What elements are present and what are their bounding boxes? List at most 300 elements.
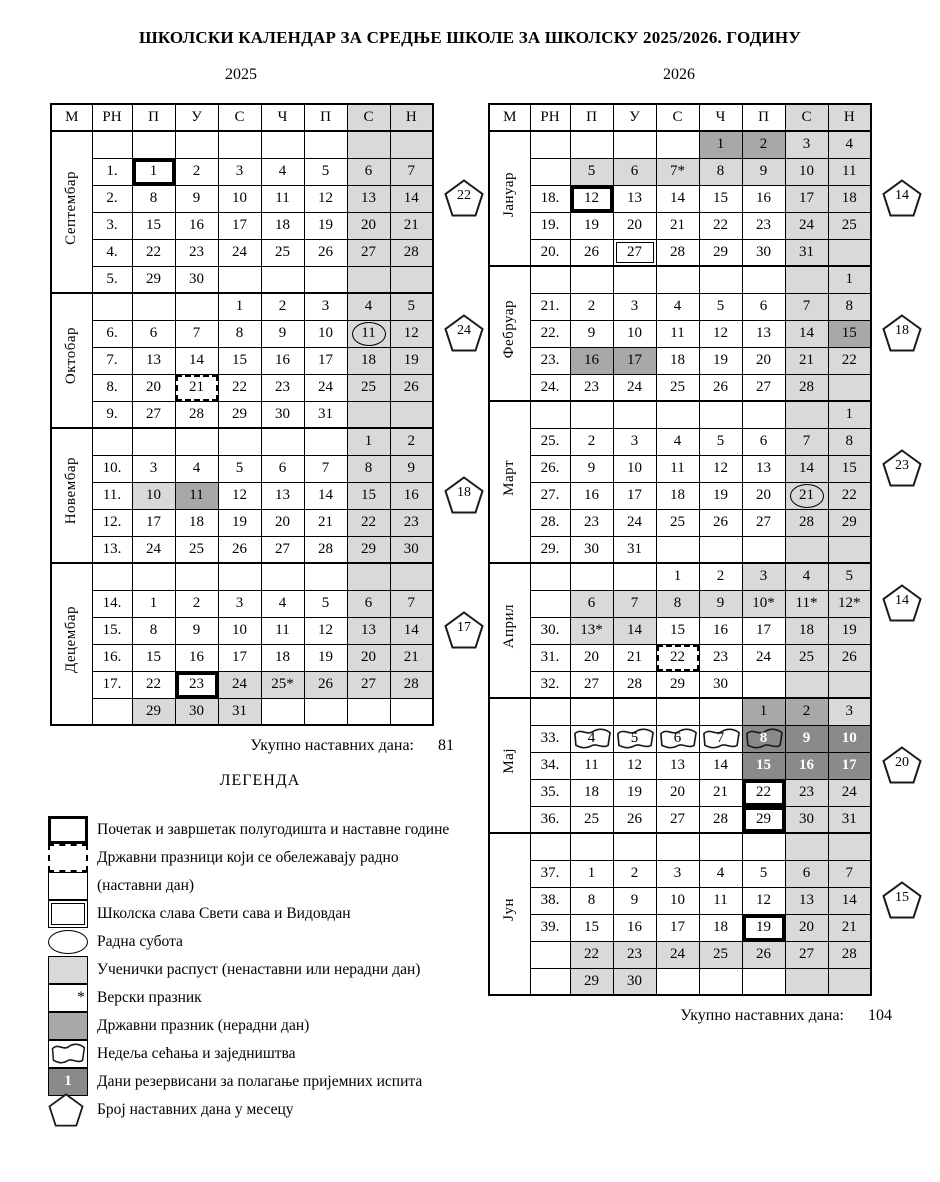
day-cell <box>613 698 656 725</box>
day-cell: 11 <box>828 158 871 185</box>
day-cell: 14 <box>175 347 218 374</box>
week-number <box>530 266 570 293</box>
month-name: Октобар <box>51 293 92 428</box>
week-number: 20. <box>530 239 570 266</box>
day-cell: 13 <box>347 185 390 212</box>
day-cell: 1 <box>347 428 390 455</box>
week-number <box>92 293 132 320</box>
day-cell: 26 <box>742 941 785 968</box>
day-cell: 17 <box>218 212 261 239</box>
legend-label: Ученички распуст (ненаставни или нерадни дан) <box>97 961 421 978</box>
day-cell: 22 <box>218 374 261 401</box>
day-cell: 30 <box>613 968 656 995</box>
day-cell <box>656 698 699 725</box>
week-number <box>530 833 570 860</box>
legend-item-working-saturday <box>48 928 472 956</box>
bold-box-swatch <box>48 816 88 844</box>
week-number: 24. <box>530 374 570 401</box>
day-cell <box>218 563 261 590</box>
header-cell: М <box>489 104 530 131</box>
legend-item-state-holiday <box>48 1012 472 1040</box>
teaching-days-badge <box>444 179 484 217</box>
total-label: Укупно наставних дана: <box>680 1007 844 1024</box>
day-cell: 13 <box>613 185 656 212</box>
day-cell: 15 <box>570 914 613 941</box>
day-cell: 21 <box>699 779 742 806</box>
week-number: 1. <box>92 158 132 185</box>
day-cell: 18 <box>261 644 304 671</box>
day-cell <box>175 131 218 158</box>
day-cell: 16 <box>785 752 828 779</box>
day-cell <box>347 563 390 590</box>
badge-number: 14 <box>895 187 909 203</box>
day-cell: 14 <box>656 185 699 212</box>
day-cell <box>828 671 871 698</box>
header-cell: П <box>304 104 347 131</box>
day-cell: 26 <box>570 239 613 266</box>
day-cell: 15 <box>132 644 175 671</box>
day-cell: 1 <box>742 698 785 725</box>
day-cell: 5 <box>828 563 871 590</box>
day-cell: 12 <box>699 320 742 347</box>
day-cell <box>390 698 433 725</box>
day-cell: 5 <box>304 590 347 617</box>
day-cell <box>132 563 175 590</box>
day-cell: 25 <box>175 536 218 563</box>
day-cell <box>570 266 613 293</box>
total-value: 81 <box>438 737 454 754</box>
day-cell: 2 <box>613 860 656 887</box>
day-cell: 8 <box>218 320 261 347</box>
day-cell: 26 <box>613 806 656 833</box>
day-cell: 19 <box>570 212 613 239</box>
day-cell: 6 <box>347 590 390 617</box>
week-number <box>530 401 570 428</box>
day-cell: 31 <box>613 536 656 563</box>
day-cell <box>785 266 828 293</box>
day-cell <box>304 698 347 725</box>
day-cell: 7* <box>656 158 699 185</box>
flag-icon <box>48 1040 88 1068</box>
day-cell: 9 <box>175 185 218 212</box>
week-number: 6. <box>92 320 132 347</box>
week-number: 2. <box>92 185 132 212</box>
day-cell: 16 <box>175 212 218 239</box>
day-cell <box>742 266 785 293</box>
day-cell: 24 <box>613 374 656 401</box>
day-cell <box>613 131 656 158</box>
day-cell <box>656 833 699 860</box>
day-cell: 26 <box>828 644 871 671</box>
teaching-days-badge <box>444 611 484 649</box>
calendar-group-2025 <box>50 66 510 755</box>
day-cell: 29 <box>656 671 699 698</box>
week-number: 30. <box>530 617 570 644</box>
total-value: 104 <box>868 1007 892 1024</box>
week-number: 33. <box>530 725 570 752</box>
day-cell: 12 <box>742 887 785 914</box>
day-cell: 10 <box>218 185 261 212</box>
day-cell: 22 <box>347 509 390 536</box>
day-cell: 9 <box>175 617 218 644</box>
day-cell: 4 <box>828 131 871 158</box>
day-cell <box>390 563 433 590</box>
day-cell: 3 <box>656 860 699 887</box>
day-cell: 22 <box>132 239 175 266</box>
day-cell: 30 <box>175 698 218 725</box>
day-cell: 27 <box>132 401 175 428</box>
day-cell: 26 <box>218 536 261 563</box>
day-cell <box>347 266 390 293</box>
day-cell: 17 <box>132 509 175 536</box>
day-cell: 21 <box>785 347 828 374</box>
day-cell: 23 <box>570 374 613 401</box>
day-cell: 14 <box>390 617 433 644</box>
week-number: 23. <box>530 347 570 374</box>
day-cell <box>699 536 742 563</box>
day-cell: 6 <box>742 428 785 455</box>
day-cell: 30 <box>175 266 218 293</box>
month-name: Мај <box>489 698 530 833</box>
day-cell <box>304 428 347 455</box>
day-cell: 22 <box>132 671 175 698</box>
day-cell: 16 <box>742 185 785 212</box>
day-cell <box>785 968 828 995</box>
day-cell: 23 <box>175 239 218 266</box>
day-cell: 13 <box>785 887 828 914</box>
header-cell: П <box>132 104 175 131</box>
day-cell: 10 <box>828 725 871 752</box>
day-cell: 28 <box>828 941 871 968</box>
day-cell <box>785 833 828 860</box>
day-cell <box>132 131 175 158</box>
day-cell: 14 <box>699 752 742 779</box>
day-cell: 21 <box>656 212 699 239</box>
week-number: 38. <box>530 887 570 914</box>
day-cell: 29 <box>347 536 390 563</box>
day-cell <box>656 968 699 995</box>
teaching-days-badge <box>882 449 922 487</box>
vacation-swatch <box>48 956 88 984</box>
day-cell: 31 <box>828 806 871 833</box>
double-box-swatch <box>48 900 88 928</box>
day-cell: 17 <box>785 185 828 212</box>
day-cell: 28 <box>304 536 347 563</box>
day-cell <box>304 563 347 590</box>
day-cell: 10 <box>613 320 656 347</box>
day-cell: 9 <box>785 725 828 752</box>
week-number: 26. <box>530 455 570 482</box>
day-cell: 16 <box>175 644 218 671</box>
day-cell: 23 <box>613 941 656 968</box>
day-cell <box>656 401 699 428</box>
day-cell: 1 <box>699 131 742 158</box>
day-cell: 6 <box>742 293 785 320</box>
day-cell <box>218 266 261 293</box>
day-cell: 29 <box>699 239 742 266</box>
badge-number: 22 <box>457 187 471 203</box>
day-cell: 20 <box>261 509 304 536</box>
day-cell: 3 <box>132 455 175 482</box>
day-cell: 4 <box>570 725 613 752</box>
day-cell: 8 <box>347 455 390 482</box>
day-cell: 26 <box>699 509 742 536</box>
day-cell: 1 <box>828 401 871 428</box>
day-cell: 1 <box>132 590 175 617</box>
legend <box>48 772 472 1124</box>
day-cell: 7 <box>613 590 656 617</box>
day-cell: 10 <box>132 482 175 509</box>
day-cell: 12 <box>304 185 347 212</box>
day-cell: 26 <box>699 374 742 401</box>
header-cell: С <box>218 104 261 131</box>
day-cell: 19 <box>699 482 742 509</box>
day-cell: 2 <box>261 293 304 320</box>
day-cell: 4 <box>785 563 828 590</box>
page-title: ШКОЛСКИ КАЛЕНДАР ЗА СРЕДЊЕ ШКОЛЕ ЗА ШКОЛСКУ 2025/2026. ГОДИНУ <box>138 28 802 47</box>
header-cell: П <box>570 104 613 131</box>
day-cell: 18 <box>570 779 613 806</box>
day-cell: 26 <box>304 671 347 698</box>
day-cell: 21 <box>613 644 656 671</box>
day-cell <box>570 833 613 860</box>
day-cell: 8 <box>132 185 175 212</box>
plain-box-swatch <box>48 872 88 900</box>
week-number: 31. <box>530 644 570 671</box>
legend-label: Радна субота <box>97 933 183 950</box>
legend-item-school-slava <box>48 900 472 928</box>
day-cell: 19 <box>742 914 785 941</box>
day-cell: 20 <box>347 644 390 671</box>
day-cell: 18 <box>699 914 742 941</box>
week-number: 11. <box>92 482 132 509</box>
day-cell: 6 <box>785 860 828 887</box>
week-number <box>92 563 132 590</box>
week-number <box>92 428 132 455</box>
legend-item-teaching-days-count <box>48 1096 472 1124</box>
day-cell: 27 <box>656 806 699 833</box>
day-cell: 13 <box>656 752 699 779</box>
day-cell: 6 <box>261 455 304 482</box>
day-cell: 10 <box>656 887 699 914</box>
week-number: 32. <box>530 671 570 698</box>
week-number: 21. <box>530 293 570 320</box>
day-cell: 16 <box>570 482 613 509</box>
total-label: Укупно наставних дана: <box>250 737 414 754</box>
day-cell: 24 <box>613 509 656 536</box>
day-cell: 7 <box>390 158 433 185</box>
day-cell: 26 <box>390 374 433 401</box>
day-cell: 10 <box>218 617 261 644</box>
day-cell: 13 <box>347 617 390 644</box>
day-cell: 19 <box>218 509 261 536</box>
day-cell: 28 <box>390 671 433 698</box>
day-cell: 22 <box>742 779 785 806</box>
legend-label: Број наставних дана у месецу <box>97 1101 294 1118</box>
day-cell <box>699 401 742 428</box>
day-cell: 30 <box>570 536 613 563</box>
day-cell: 27 <box>785 941 828 968</box>
year-label-2026: 2026 <box>663 66 695 83</box>
day-cell: 22 <box>828 482 871 509</box>
day-cell: 11 <box>347 320 390 347</box>
day-cell: 21 <box>828 914 871 941</box>
day-cell: 24 <box>742 644 785 671</box>
week-number: 8. <box>92 374 132 401</box>
day-cell <box>613 401 656 428</box>
week-number: 28. <box>530 509 570 536</box>
day-cell: 30 <box>785 806 828 833</box>
day-cell: 2 <box>570 293 613 320</box>
day-cell: 2 <box>742 131 785 158</box>
day-cell: 21 <box>390 212 433 239</box>
teaching-days-badge <box>882 584 922 622</box>
month-name: Април <box>489 563 530 698</box>
header-cell: РН <box>92 104 132 131</box>
day-cell: 24 <box>132 536 175 563</box>
badge-number: 23 <box>895 457 909 473</box>
day-cell <box>699 698 742 725</box>
day-cell: 15 <box>699 185 742 212</box>
week-number: 27. <box>530 482 570 509</box>
day-cell: 18 <box>785 617 828 644</box>
day-cell <box>699 833 742 860</box>
day-cell <box>699 266 742 293</box>
exam-days-swatch: 1 <box>48 1068 88 1096</box>
month-name: Фебруар <box>489 266 530 401</box>
week-number <box>92 131 132 158</box>
teaching-days-badge <box>882 746 922 784</box>
day-cell: 28 <box>656 239 699 266</box>
week-number <box>530 941 570 968</box>
legend-label: Верски празник <box>97 989 202 1006</box>
day-cell: 4 <box>699 860 742 887</box>
dashed-box-swatch <box>48 844 88 872</box>
day-cell: 3 <box>785 131 828 158</box>
legend-heading: ЛЕГЕНДА <box>219 772 301 789</box>
week-number: 29. <box>530 536 570 563</box>
day-cell: 21 <box>175 374 218 401</box>
day-cell: 30 <box>699 671 742 698</box>
day-cell: 25 <box>261 239 304 266</box>
day-cell <box>613 563 656 590</box>
day-cell: 9 <box>570 320 613 347</box>
day-cell <box>742 536 785 563</box>
teaching-days-badge <box>444 314 484 352</box>
day-cell <box>742 401 785 428</box>
day-cell: 12 <box>304 617 347 644</box>
day-cell: 22 <box>570 941 613 968</box>
day-cell: 17 <box>656 914 699 941</box>
day-cell <box>132 293 175 320</box>
day-cell <box>390 401 433 428</box>
day-cell: 6 <box>132 320 175 347</box>
day-cell: 23 <box>785 779 828 806</box>
day-cell: 20 <box>613 212 656 239</box>
day-cell: 17 <box>613 482 656 509</box>
day-cell <box>570 563 613 590</box>
day-cell <box>828 374 871 401</box>
month-name: Јануар <box>489 131 530 266</box>
day-cell <box>390 266 433 293</box>
week-number: 12. <box>92 509 132 536</box>
day-cell: 19 <box>390 347 433 374</box>
badge-number: 17 <box>457 619 471 635</box>
day-cell: 8 <box>742 725 785 752</box>
day-cell: 5 <box>390 293 433 320</box>
day-cell: 19 <box>304 212 347 239</box>
day-cell: 24 <box>785 212 828 239</box>
day-cell: 29 <box>132 698 175 725</box>
day-cell: 2 <box>175 158 218 185</box>
year-label-2025: 2025 <box>225 66 257 83</box>
day-cell: 7 <box>785 428 828 455</box>
day-cell: 28 <box>613 671 656 698</box>
badge-number: 24 <box>457 322 471 338</box>
day-cell: 13* <box>570 617 613 644</box>
day-cell: 25* <box>261 671 304 698</box>
day-cell: 8 <box>656 590 699 617</box>
day-cell: 11 <box>261 185 304 212</box>
day-cell: 14 <box>390 185 433 212</box>
day-cell: 23 <box>261 374 304 401</box>
day-cell: 20 <box>656 779 699 806</box>
day-cell: 4 <box>261 158 304 185</box>
day-cell: 19 <box>699 347 742 374</box>
day-cell: 11 <box>656 320 699 347</box>
week-number: 35. <box>530 779 570 806</box>
calendar-2026 <box>488 103 872 996</box>
month-name: Септембар <box>51 131 92 293</box>
day-cell: 4 <box>656 428 699 455</box>
day-cell: 15 <box>742 752 785 779</box>
day-cell <box>304 266 347 293</box>
day-cell: 15 <box>132 212 175 239</box>
day-cell: 25 <box>656 374 699 401</box>
day-cell: 17 <box>218 644 261 671</box>
legend-item-student-vacation <box>48 956 472 984</box>
day-cell: 24 <box>218 671 261 698</box>
teaching-days-badge <box>882 179 922 217</box>
legend-label: (наставни дан) <box>97 877 195 894</box>
week-number: 34. <box>530 752 570 779</box>
month-name: Новембар <box>51 428 92 563</box>
day-cell <box>785 401 828 428</box>
day-cell <box>261 266 304 293</box>
day-cell: 25 <box>785 644 828 671</box>
day-cell: 28 <box>785 509 828 536</box>
day-cell: 19 <box>304 644 347 671</box>
legend-label: Почетак и завршетак полугодишта и наставне године <box>97 821 450 838</box>
day-cell: 8 <box>570 887 613 914</box>
day-cell: 3 <box>218 590 261 617</box>
day-cell: 20 <box>785 914 828 941</box>
day-cell: 12 <box>218 482 261 509</box>
day-cell: 14 <box>785 455 828 482</box>
day-cell <box>570 131 613 158</box>
day-cell: 12 <box>570 185 613 212</box>
day-cell: 13 <box>261 482 304 509</box>
week-number <box>530 158 570 185</box>
day-cell: 5 <box>570 158 613 185</box>
week-number: 4. <box>92 239 132 266</box>
day-cell: 4 <box>656 293 699 320</box>
teaching-days-badge <box>882 314 922 352</box>
week-number: 5. <box>92 266 132 293</box>
day-cell: 17 <box>742 617 785 644</box>
day-cell: 26 <box>304 239 347 266</box>
day-cell: 2 <box>570 428 613 455</box>
